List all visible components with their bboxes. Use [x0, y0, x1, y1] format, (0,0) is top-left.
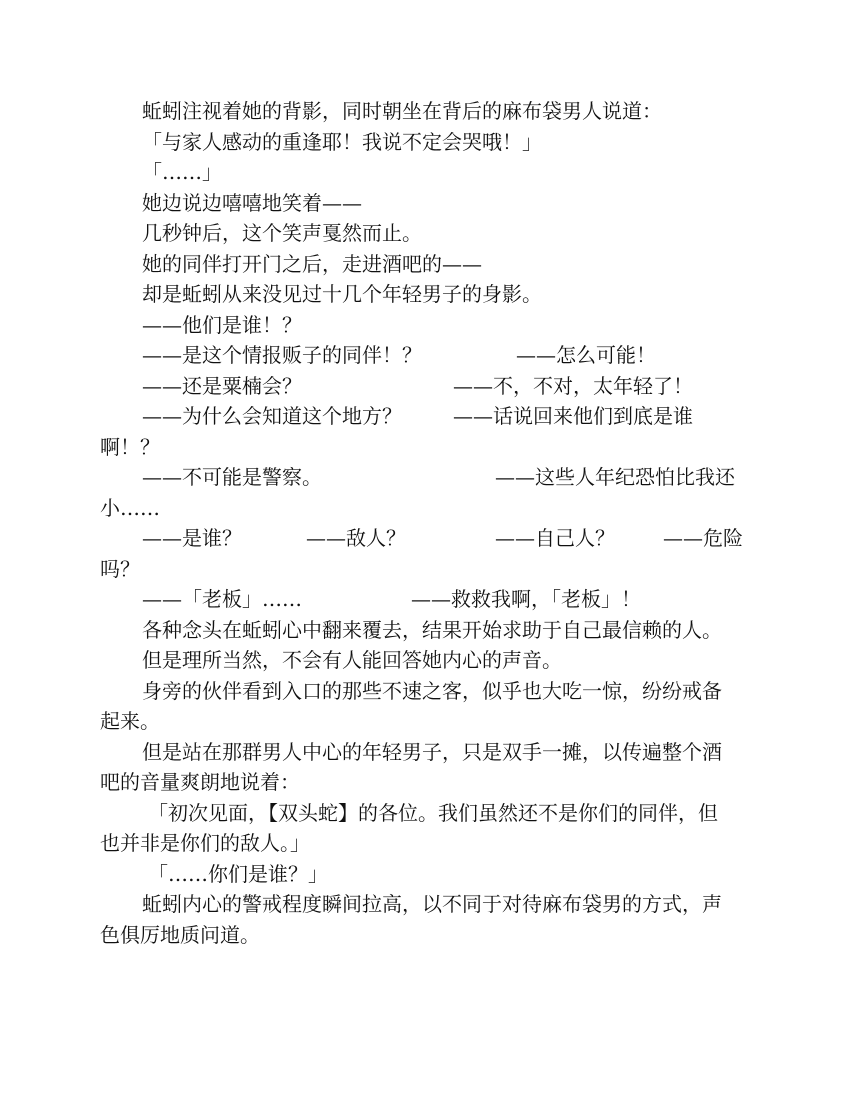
paragraph: 她边说边嘻嘻地笑着——	[142, 190, 362, 215]
thought-4: ——危险	[663, 526, 743, 550]
thought-line: ——他们是谁！？	[142, 312, 302, 337]
paragraph-line: 但是站在那群男人中心的年轻男子，只是双手一摊，以传遍整个酒	[142, 739, 722, 764]
thought-left: ——还是粟楠会？	[142, 373, 302, 398]
thought-pair	[100, 462, 748, 493]
thought-left: ——不可能是警察。	[142, 465, 322, 489]
paragraph: 几秒钟后，这个笑声戛然而止。	[142, 221, 422, 245]
paragraph-line: 身旁的伙伴看到入口的那些不速之客，似乎也大吃一惊，纷纷戒备	[142, 678, 722, 703]
dialogue-line: 「与家人感动的重逢耶！我说不定会哭哦！」	[142, 129, 542, 154]
thought-pair	[100, 401, 748, 432]
paragraph: 蚯蚓注视着她的背影，同时朝坐在背后的麻布袋男人说道：	[142, 99, 662, 123]
thought-left: ——是这个情报贩子的同伴！？	[142, 343, 422, 367]
dialogue-line: 也并非是你们的敌人。」	[100, 831, 310, 855]
paragraph-line: 起来。	[100, 709, 160, 733]
thought-3: ——自己人？	[495, 526, 615, 550]
paragraph: 却是蚯蚓从来没见过十几个年轻男子的身影。	[142, 282, 542, 306]
thought-right: ——不，不对，太年轻了！	[453, 373, 693, 398]
paragraph-line: 色俱厉地质问道。	[100, 922, 260, 947]
thought-pair	[100, 371, 748, 402]
document-page	[100, 96, 748, 950]
paragraph: 但是理所当然，不会有人能回答她内心的声音。	[142, 648, 562, 672]
thought-continuation: 小……	[100, 495, 160, 520]
thought-2: ——敌人？	[306, 526, 406, 550]
dialogue-line: 「……你们是谁？」	[148, 861, 328, 886]
thought-right: ——话说回来他们到底是谁	[453, 404, 693, 428]
paragraph: 各种念头在蚯蚓心中翻来覆去，结果开始求助于自己最信赖的人。	[142, 617, 722, 642]
thought-pair	[100, 340, 748, 371]
thought-right: ——怎么可能！	[516, 343, 656, 367]
thought-continuation: 啊！？	[100, 434, 160, 459]
dialogue-line: 「……」	[142, 160, 222, 184]
thought-left: ——「老板」……	[142, 587, 302, 611]
paragraph-line: 吧的音量爽朗地说着：	[100, 770, 300, 794]
paragraph: 她的同伴打开门之后，走进酒吧的——	[142, 251, 482, 276]
dialogue-line: 「初次见面，【双头蛇】的各位。我们虽然还不是你们的同伴，但	[148, 800, 718, 825]
thought-right: ——救救我啊，「老板」！	[411, 587, 641, 611]
thought-1: ——是谁？	[142, 526, 242, 550]
paragraph-line: 蚯蚓内心的警戒程度瞬间拉高，以不同于对待麻布袋男的方式，声	[142, 892, 722, 916]
thought-right: ——这些人年纪恐怕比我还	[495, 465, 735, 489]
thought-quad	[100, 523, 748, 554]
thought-pair	[100, 584, 748, 615]
thought-left: ——为什么会知道这个地方？	[142, 404, 402, 428]
thought-continuation: 吗？	[100, 556, 140, 581]
